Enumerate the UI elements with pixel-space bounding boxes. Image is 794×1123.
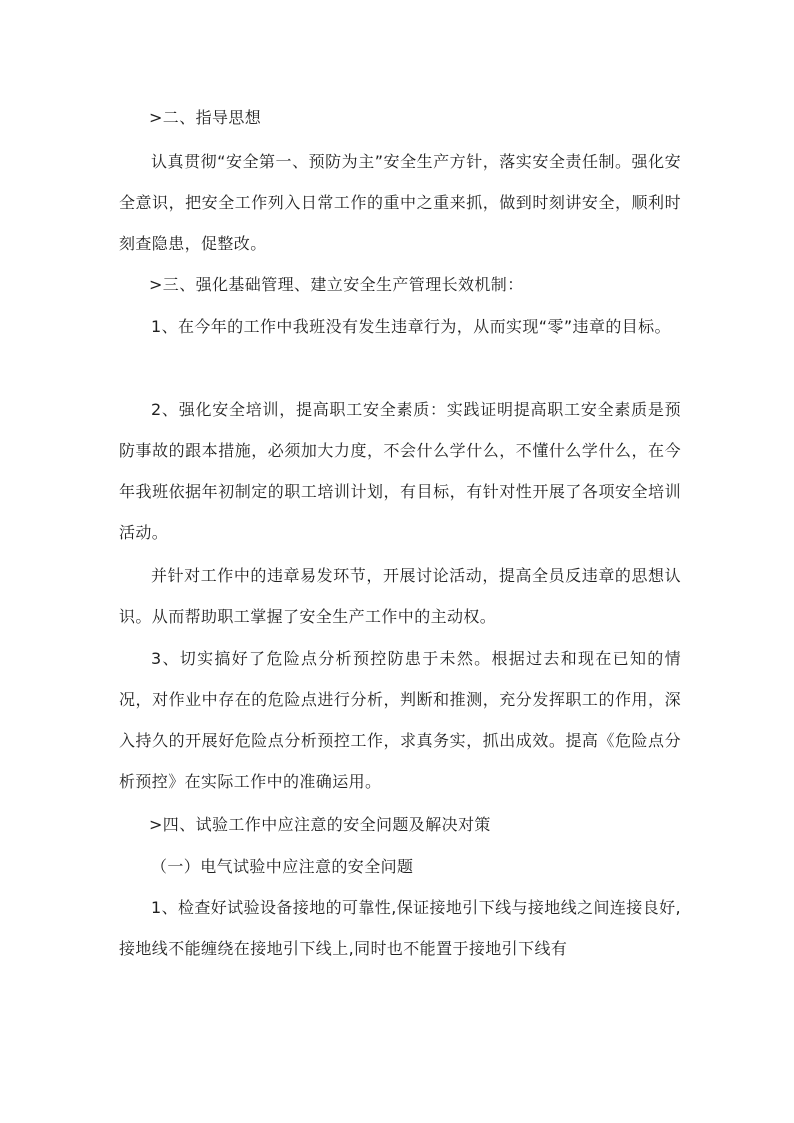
paragraph-item-2-training: 2、强化安全培训，提高职工安全素质：实践证明提高职工安全素质是预防事故的跟本措施，必须加大力度，不会什么学什么，不懂什么学什么，在今年我班依据年初制定的职工培训计划，有目标，有针对性开展了各项安全培训活动。 xyxy=(119,400,681,542)
paragraph-discussion-activities: 并针对工作中的违章易发环节，开展讨论活动，提高全员反违章的思想认识。从而帮助职工掌握了安全生产工作中的主动权。 xyxy=(119,566,681,626)
paragraph-grounding-check: 1、检查好试验设备接地的可靠性,保证接地引下线与接地线之间连接良好,接地线不能缠绕在接地引下线上,同时也不能置于接地引下线有 xyxy=(119,898,681,958)
section-heading-basic-management: >三、强化基础管理、建立安全生产管理长效机制： xyxy=(149,275,524,294)
paragraph-guiding-thought: 认真贯彻“安全第一、预防为主”安全生产方针，落实安全责任制。强化安全意识，把安全工作列入日常工作的重中之重来抓，做到时刻讲安全，顺利时刻查隐患，促整改。 xyxy=(119,152,681,253)
subheading-electrical-test: （一）电气试验中应注意的安全问题 xyxy=(151,857,414,876)
paragraph-item-3-hazard-control: 3、切实搞好了危险点分析预控防患于未然。根据过去和现在已知的情况，对作业中存在的危险点进行分析，判断和推测，充分发挥职工的作用，深入持久的开展好危险点分析预控工作，求真务实，抓出成效。提高《危险点分析预控》在实际工作中的准确运用。 xyxy=(119,649,681,791)
paragraph-item-1: 1、在今年的工作中我班没有发生违章行为，从而实现“零”违章的目标。 xyxy=(151,317,671,336)
section-heading-safety-issues: >四、试验工作中应注意的安全问题及解决对策 xyxy=(149,815,491,834)
section-heading-guiding-thought: >二、指导思想 xyxy=(149,108,262,127)
